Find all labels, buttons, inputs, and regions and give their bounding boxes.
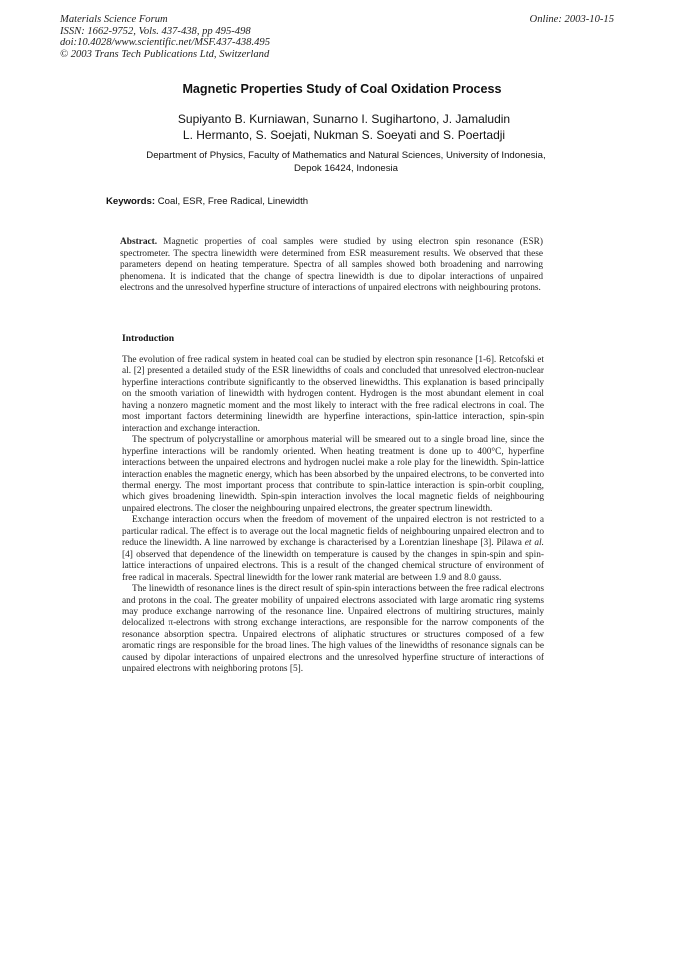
intro-paragraph-3: [122, 515, 544, 584]
journal-name: Materials Science Forum: [60, 14, 168, 25]
authors-line-2: L. Hermanto, S. Soejati, Nukman S. Soeyati and S. Poertadji: [182, 128, 506, 142]
doi-line: doi:10.4028/www.scientific.net/MSF.437-438.495: [60, 37, 270, 49]
affiliation: [80, 150, 612, 175]
paper-title: Magnetic Properties Study of Coal Oxidation Process: [182, 82, 502, 96]
affiliation-line-1: Department of Physics, Faculty of Mathematics and Natural Sciences, University of Indonesia,: [146, 150, 546, 161]
journal-header: [60, 14, 420, 60]
intro-paragraph-4: The linewidth of resonance lines is the direct result of spin-spin interactions between the free radical electrons and protons in the coal. The greater mobility of unpaired electrons associated with large aromatic ring systems may produce exchange narrowing of the resonance line. Unpaired electrons of multiring structures, mainly delocalized π-electrons with strong exchange interactions, are responsible for the narrow components of the resonance absorption spectra. Unpaired electrons of aliphatic structures or structures composed of a few aromatic rings are responsible for the broad lines. The high values of the linewidths of resonance signals can be caused by dipolar interactions of unpaired electrons and the unresolved hyperfine structure of interactions of unpaired electrons with neighboring protons [5].: [122, 584, 544, 675]
keywords-label: Keywords:: [106, 196, 156, 207]
keywords-text: Coal, ESR, Free Radical, Linewidth: [157, 196, 309, 207]
introduction-heading: Introduction: [122, 333, 175, 344]
issn-line: ISSN: 1662-9752, Vols. 437-438, pp 495-498: [60, 25, 251, 37]
intro-paragraph-1: The evolution of free radical system in heated coal can be studied by electron spin resonance [1-6]. Retcofski et al. [2] presented a detailed study of the ESR linewidths of coals and concluded that unresolved electron-nuclear hyperfine interactions contribute significantly to the observed linewidths. This explanation is based principally on the smooth variation of linewidth with hydrogen content. Hydrogen is the most abundant element in coal having a nonzero magnetic moment and the most likely to interact with the free radical electrons in coal. The most important factors determining linewidth are hyperfine interactions, spin-lattice interaction, spin-spin interaction and exchange interaction.: [122, 355, 544, 434]
intro-p3-part-1: Exchange interaction occurs when the freedom of movement of the unpaired electron is not restricted to a particular radical. The effect is to average out the local magnetic fields of neighbouring unpaired electron and to reduce the linewidth. A line narrowed by exchange is characterised by a Lorentzian lineshape [3]. Pilawa: [122, 515, 544, 549]
online-date: Online: 2003-10-15: [529, 14, 614, 25]
introduction-body: [122, 355, 544, 676]
intro-p3-part-2: [4] observed that dependence of the linewidth on temperature is caused by the changes in spin-spin and spin-lattice interactions of unpaired electrons. This is a result of the changed chemical structure of environment of free radical in macerals. Spectral linewidth for the lower rank material are between 1.9 and 8.0 gauss.: [122, 549, 544, 583]
abstract-label: Abstract.: [120, 237, 158, 247]
affiliation-line-2: Depok 16424, Indonesia: [293, 162, 398, 174]
intro-paragraph-2: The spectrum of polycrystalline or amorphous material will be smeared out to a single broad line, since the hyperfine interactions will be randomly oriented. When heating treatment is done up to 400°C, hyperfine interactions between the unpaired electrons and hydrogen nuclei make a role play for the linewidth. Spin-lattice interaction enables the magnetic energy, which has been absorbed by the unpaired electrons, to be converted into thermal energy. The most important process that contribute to spin-lattice interaction is spin-orbit coupling, which gives broadening linewidth. Spin-spin interaction involves the local magnetic fields of neighbouring unpaired electrons. The closer the neighbouring unpaired electrons, the greater spectrum linewidth.: [122, 435, 544, 514]
intro-p3-etal: et al.: [524, 538, 544, 549]
keywords: [106, 196, 566, 207]
abstract-text: Magnetic properties of coal samples were studied by using electron spin resonance (ESR) spectrometer. The spectra linewidth were determined from ESR measurement results. We observed that these parameters depend on heating temperature. Spectra of all samples showed both broadening and narrowing phenomena. It is indicated that the change of spectra linewidth is due to dipolar interactions of unpaired electrons and the unresolved hyperfine structure of interactions of unpaired electrons with neighbouring protons.: [120, 237, 543, 294]
abstract: [120, 237, 543, 295]
authors-line-1: Supiyanto B. Kurniawan, Sunarno I. Sugihartono, J. Jamaludin: [177, 112, 511, 126]
author-list: [60, 111, 628, 143]
copyright-line: © 2003 Trans Tech Publications Ltd, Switzerland: [60, 48, 270, 60]
